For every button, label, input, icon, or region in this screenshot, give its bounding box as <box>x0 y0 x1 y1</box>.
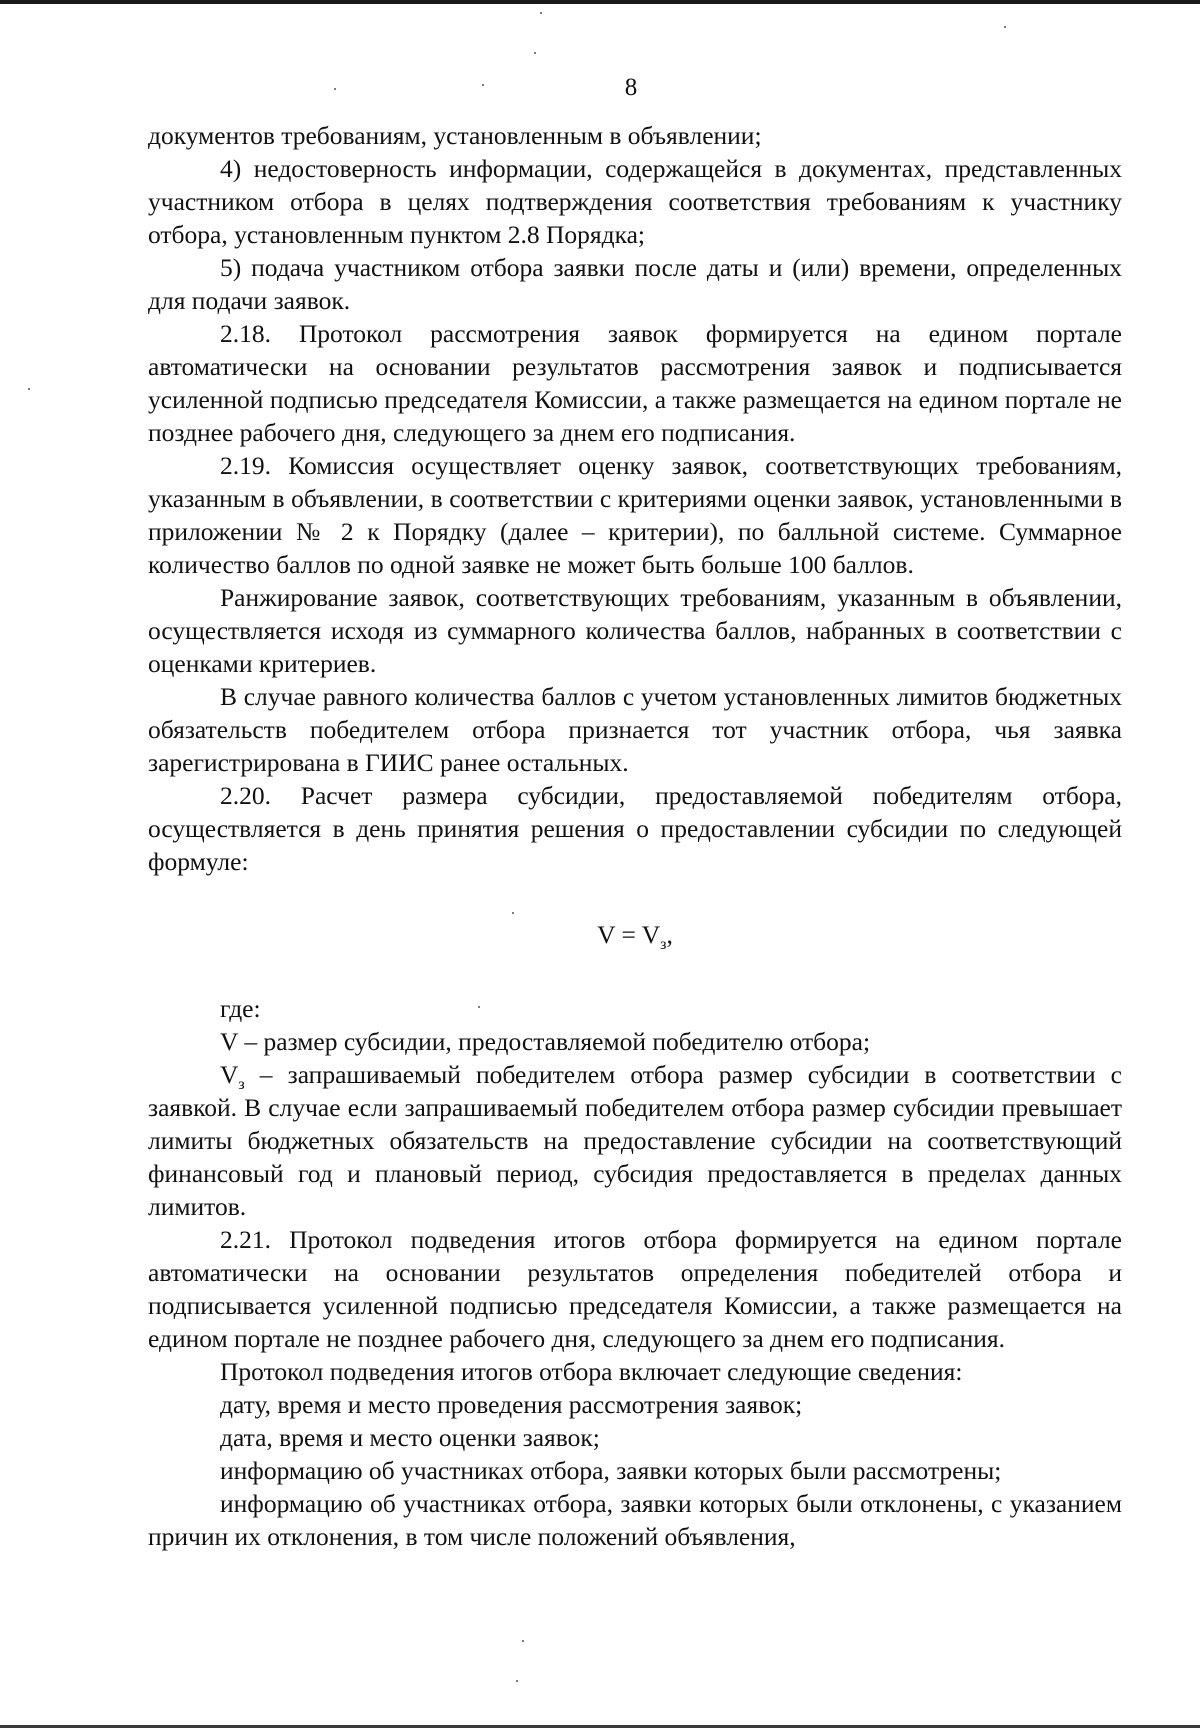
clause-2-18: 2.18. Протокол рассмотрения заявок формируется на едином портале автоматически на основании результатов рассмотрения заявок и подписывается усиленной подписью председателя Комиссии, а также размещается на едином портале не позднее рабочего дня, следующего за днем его подписания. <box>148 319 1122 447</box>
formula-trail: , <box>666 920 673 949</box>
clause-2-20: 2.20. Расчет размера субсидии, предоставляемой победителям отбора, осуществляется в день принятия решения о предоставлении субсидии по следующей формуле: <box>148 781 1122 876</box>
where-label: где: <box>220 994 261 1023</box>
page-number: 8 <box>624 74 638 101</box>
protocol-contents-intro: Протокол подведения итогов отбора включает следующие сведения: <box>220 1357 963 1386</box>
formula-equals: = <box>615 920 642 949</box>
ranking-paragraph: Ранжирование заявок, соответствующих требованиям, указанным в объявлении, осуществляется исходя из суммарного количества баллов, набранных в соответствии с оценками критериев. <box>148 583 1122 678</box>
scan-speck <box>534 52 536 54</box>
scan-speck <box>1004 26 1006 28</box>
protocol-item-rejected-participants: информацию об участниках отбора, заявки которых были отклонены, с указанием причин их отклонения, в том числе положений объявления, <box>148 1489 1122 1551</box>
formula-rhs: V <box>641 920 661 949</box>
scan-top-edge <box>0 0 1200 4</box>
scan-speck <box>28 388 30 390</box>
scan-speck <box>482 84 484 86</box>
definition-vz-symbol: V <box>220 1060 239 1089</box>
scan-speck <box>522 1640 524 1642</box>
paragraph-continuation: документов требованиям, установленным в объявлении; <box>148 121 762 150</box>
scan-speck <box>334 88 336 90</box>
protocol-item-evaluation-date: дата, время и место оценки заявок; <box>220 1423 600 1452</box>
list-item-4: 4) недостоверность информации, содержащейся в документах, представленных участником отбора в целях подтверждения соответствия требованиям к участнику отбора, установленным пунктом 2.8 Порядка; <box>148 154 1122 249</box>
definition-vz <box>148 1058 1122 1223</box>
list-item-5: 5) подача участником отбора заявки после даты и (или) времени, определенных для подачи заявок. <box>148 253 1122 315</box>
scan-speck <box>512 912 514 914</box>
document-body <box>148 119 1122 1553</box>
clause-2-19: 2.19. Комиссия осуществляет оценку заявок, соответствующих требованиям, указанным в объявлении, в соответствии с критериями оценки заявок, установленными в приложении № 2 к Порядку (далее – критерии), по балльной системе. Суммарное количество баллов по одной заявке не может быть больше 100 баллов. <box>148 451 1122 579</box>
protocol-item-reviewed-participants: информацию об участниках отбора, заявки которых были рассмотрены; <box>220 1456 1002 1485</box>
formula-lhs: V <box>597 920 616 949</box>
scan-speck <box>478 1006 480 1008</box>
scan-speck <box>516 1680 518 1682</box>
definition-v: V – размер субсидии, предоставляемой победителю отбора; <box>220 1027 871 1056</box>
clause-2-21: 2.21. Протокол подведения итогов отбора формируется на едином портале автоматически на основании результатов определения победителей отбора и подписывается усиленной подписью председателя Комиссии, а также размещается на едином портале не позднее рабочего дня, следующего за днем его подписания. <box>148 1225 1122 1353</box>
equal-score-paragraph: В случае равного количества баллов с учетом установленных лимитов бюджетных обязательств победителем отбора признается тот участник отбора, чья заявка зарегистрирована в ГИИС ранее остальных. <box>148 682 1122 777</box>
definition-vz-text: – запрашиваемый победителем отбора размер субсидии в соответствии с заявкой. В случае если запрашиваемый победителем отбора размер субсидии превышает лимиты бюджетных обязательств на предоставление субсидии на соответствующий финансовый год и плановый период, субсидия предоставляется в пределах данных лимитов. <box>148 1060 1122 1221</box>
definition-vz-subscript: з <box>238 1076 245 1094</box>
scan-speck <box>540 12 542 14</box>
formula-rhs-subscript: з <box>660 936 667 954</box>
protocol-item-review-date: дату, время и место проведения рассмотрения заявок; <box>220 1390 803 1419</box>
subsidy-formula <box>148 878 1122 992</box>
